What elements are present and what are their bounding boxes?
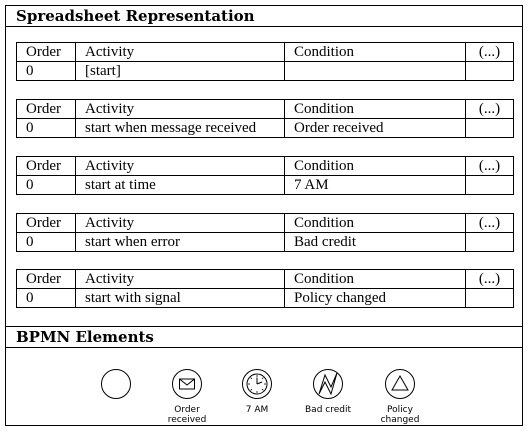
order-cell: 0 (17, 233, 76, 252)
table-header-row (17, 43, 514, 62)
event-label: 7 AM (245, 405, 269, 415)
table-row (17, 233, 514, 252)
table-header-row (17, 100, 514, 119)
spreadsheet-section-title: Spreadsheet Representation (6, 6, 522, 27)
activity-cell: start when error (76, 233, 285, 252)
signal-start-event (381, 370, 420, 426)
activity-cell: start at time (76, 176, 285, 195)
activity-header: Activity (76, 43, 285, 62)
event-label: Order (174, 405, 200, 415)
condition-header: Condition (285, 43, 466, 62)
order-cell: 0 (17, 176, 76, 195)
figure (5, 5, 523, 426)
bpmn-elements (6, 349, 522, 425)
activity-cell: start when message received (76, 119, 285, 138)
more-cell (466, 233, 514, 252)
order-header: Order (17, 270, 76, 289)
condition-header: Condition (285, 270, 466, 289)
error-start-event (305, 370, 351, 416)
activity-header: Activity (76, 100, 285, 119)
timer-start-event (243, 370, 272, 416)
table-row (17, 119, 514, 138)
more-header: (...) (466, 100, 514, 119)
order-header: Order (17, 157, 76, 176)
activity-cell: [start] (76, 62, 285, 81)
spreadsheet-table-error (16, 213, 514, 252)
order-header: Order (17, 43, 76, 62)
spreadsheet-table-message (16, 99, 514, 138)
event-label: Bad credit (305, 405, 351, 415)
spreadsheet-table-signal (16, 269, 514, 308)
order-cell: 0 (17, 289, 76, 308)
order-header: Order (17, 214, 76, 233)
condition-cell: Policy changed (285, 289, 466, 308)
condition-cell: Bad credit (285, 233, 466, 252)
more-header: (...) (466, 43, 514, 62)
condition-cell: 7 AM (285, 176, 466, 195)
order-header: Order (17, 100, 76, 119)
table-row (17, 289, 514, 308)
event-label: received (167, 415, 207, 425)
table-row (17, 62, 514, 81)
order-cell: 0 (17, 62, 76, 81)
table-header-row (17, 157, 514, 176)
event-label: Policy (387, 405, 413, 415)
more-header: (...) (466, 270, 514, 289)
activity-header: Activity (76, 214, 285, 233)
more-cell (466, 119, 514, 138)
activity-header: Activity (76, 157, 285, 176)
event-label: changed (380, 415, 420, 425)
spreadsheet-table-timer (16, 156, 514, 195)
spreadsheet-table-none (16, 42, 514, 81)
bpmn-section-title: BPMN Elements (6, 326, 522, 348)
table-header-row (17, 270, 514, 289)
table-row (17, 176, 514, 195)
more-cell (466, 176, 514, 195)
condition-header: Condition (285, 100, 466, 119)
message-start-event (168, 370, 207, 426)
order-cell: 0 (17, 119, 76, 138)
more-cell (466, 289, 514, 308)
none-start-event (102, 370, 131, 399)
condition-cell (285, 62, 466, 81)
activity-cell: start with signal (76, 289, 285, 308)
more-header: (...) (466, 157, 514, 176)
more-cell (466, 62, 514, 81)
clock-icon (247, 374, 267, 394)
activity-header: Activity (76, 270, 285, 289)
condition-header: Condition (285, 214, 466, 233)
condition-header: Condition (285, 157, 466, 176)
condition-cell: Order received (285, 119, 466, 138)
table-header-row (17, 214, 514, 233)
more-header: (...) (466, 214, 514, 233)
